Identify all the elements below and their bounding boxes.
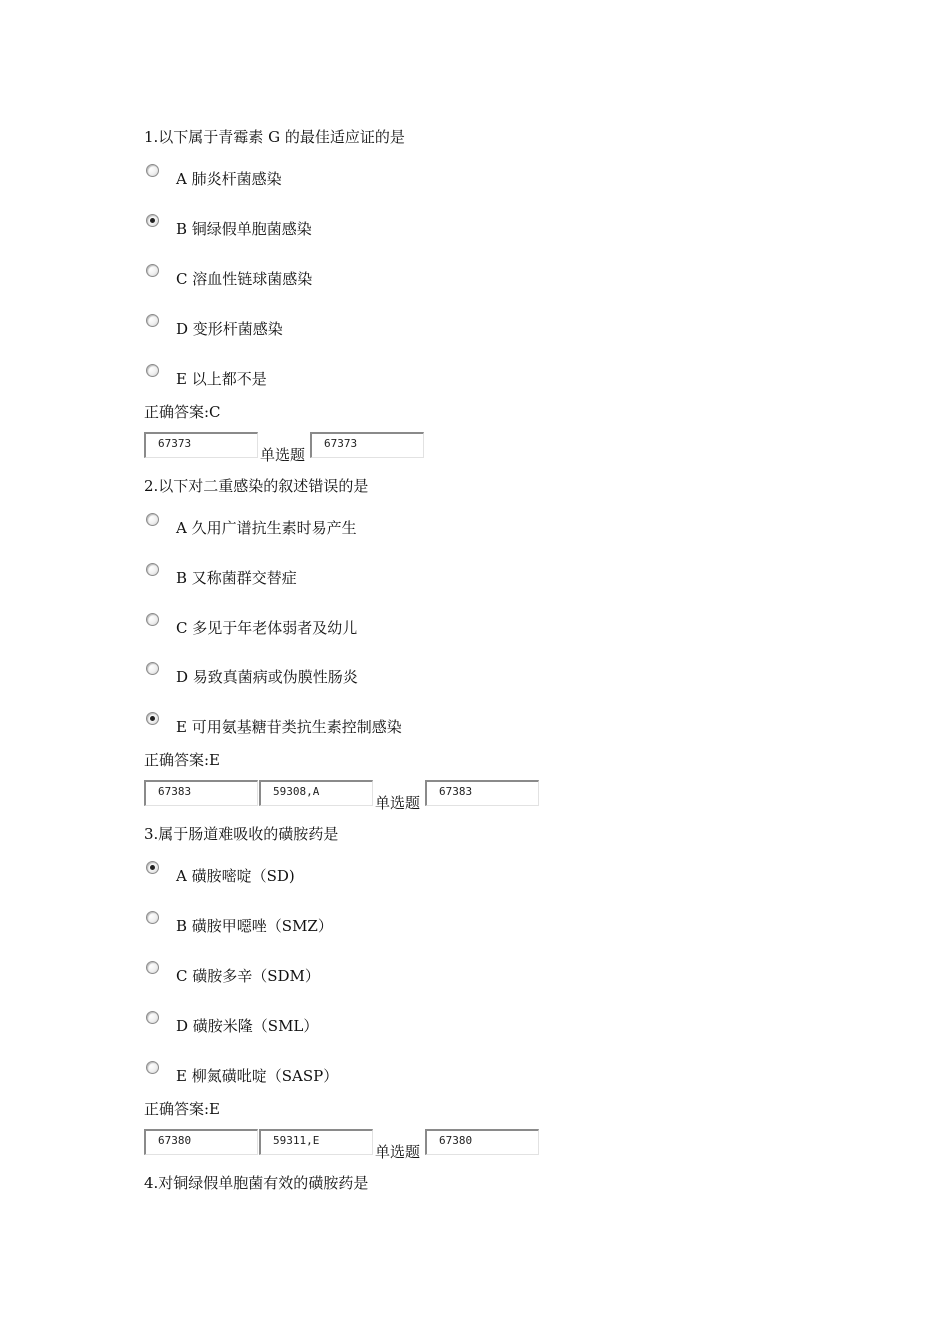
question-1-title: 1.以下属于青霉素 G 的最佳适应证的是 [144, 128, 405, 146]
question-3-option-a-label: A 磺胺嘧啶（SD) [176, 867, 295, 885]
question-1-option-a-label: A 肺炎杆菌感染 [176, 170, 282, 188]
question-2-option-d-radio[interactable] [146, 662, 159, 675]
question-3-option-a-radio[interactable] [146, 861, 159, 874]
question-4-title: 4.对铜绿假单胞菌有效的磺胺药是 [144, 1174, 369, 1192]
question-1-field-2[interactable]: 67373 [310, 432, 424, 458]
question-2-option-e-label: E 可用氨基糖苷类抗生素控制感染 [176, 718, 402, 736]
question-2-option-a-label: A 久用广谱抗生素时易产生 [176, 519, 357, 537]
question-1-option-d-radio[interactable] [146, 314, 159, 327]
question-3-option-b-radio[interactable] [146, 911, 159, 924]
question-3-field-2[interactable]: 59311,E [259, 1129, 373, 1155]
question-2-field-1[interactable]: 67383 [144, 780, 258, 806]
question-2-correct-answer: 正确答案:E [144, 751, 221, 769]
question-1-type-label: 单选题 [260, 446, 306, 464]
question-1-option-d-label: D 变形杆菌感染 [176, 320, 283, 338]
question-2-option-b-radio[interactable] [146, 563, 159, 576]
question-2-option-c-label: C 多见于年老体弱者及幼儿 [176, 619, 358, 637]
question-3-type-label: 单选题 [375, 1143, 421, 1161]
question-3-option-e-radio[interactable] [146, 1061, 159, 1074]
question-2-field-2[interactable]: 59308,A [259, 780, 373, 806]
question-2-title: 2.以下对二重感染的叙述错误的是 [144, 477, 369, 495]
question-2-option-d-label: D 易致真菌病或伪膜性肠炎 [176, 668, 358, 686]
question-1-correct-answer: 正确答案:C [144, 403, 221, 421]
question-2-option-c-radio[interactable] [146, 613, 159, 626]
question-1-option-c-label: C 溶血性链球菌感染 [176, 270, 313, 288]
question-2-option-b-label: B 又称菌群交替症 [176, 569, 297, 587]
question-2-field-3[interactable]: 67383 [425, 780, 539, 806]
question-3-correct-answer: 正确答案:E [144, 1100, 221, 1118]
question-3-option-d-radio[interactable] [146, 1011, 159, 1024]
question-3-option-e-label: E 柳氮磺吡啶（SASP） [176, 1067, 339, 1085]
question-3-title: 3.属于肠道难吸收的磺胺药是 [144, 825, 339, 843]
question-3-field-3[interactable]: 67380 [425, 1129, 539, 1155]
question-3-option-d-label: D 磺胺米隆（SML） [176, 1017, 319, 1035]
question-1-option-e-label: E 以上都不是 [176, 370, 267, 388]
question-1-option-c-radio[interactable] [146, 264, 159, 277]
question-1-field-1[interactable]: 67373 [144, 432, 258, 458]
question-1-option-b-label: B 铜绿假单胞菌感染 [176, 220, 312, 238]
question-2-option-a-radio[interactable] [146, 513, 159, 526]
question-1-option-b-radio[interactable] [146, 214, 159, 227]
question-3-option-c-radio[interactable] [146, 961, 159, 974]
question-3-option-c-label: C 磺胺多辛（SDM） [176, 967, 320, 985]
question-3-field-1[interactable]: 67380 [144, 1129, 258, 1155]
question-2-type-label: 单选题 [375, 794, 421, 812]
question-1-option-a-radio[interactable] [146, 164, 159, 177]
question-1-option-e-radio[interactable] [146, 364, 159, 377]
question-2-option-e-radio[interactable] [146, 712, 159, 725]
question-3-option-b-label: B 磺胺甲噁唑（SMZ） [176, 917, 333, 935]
